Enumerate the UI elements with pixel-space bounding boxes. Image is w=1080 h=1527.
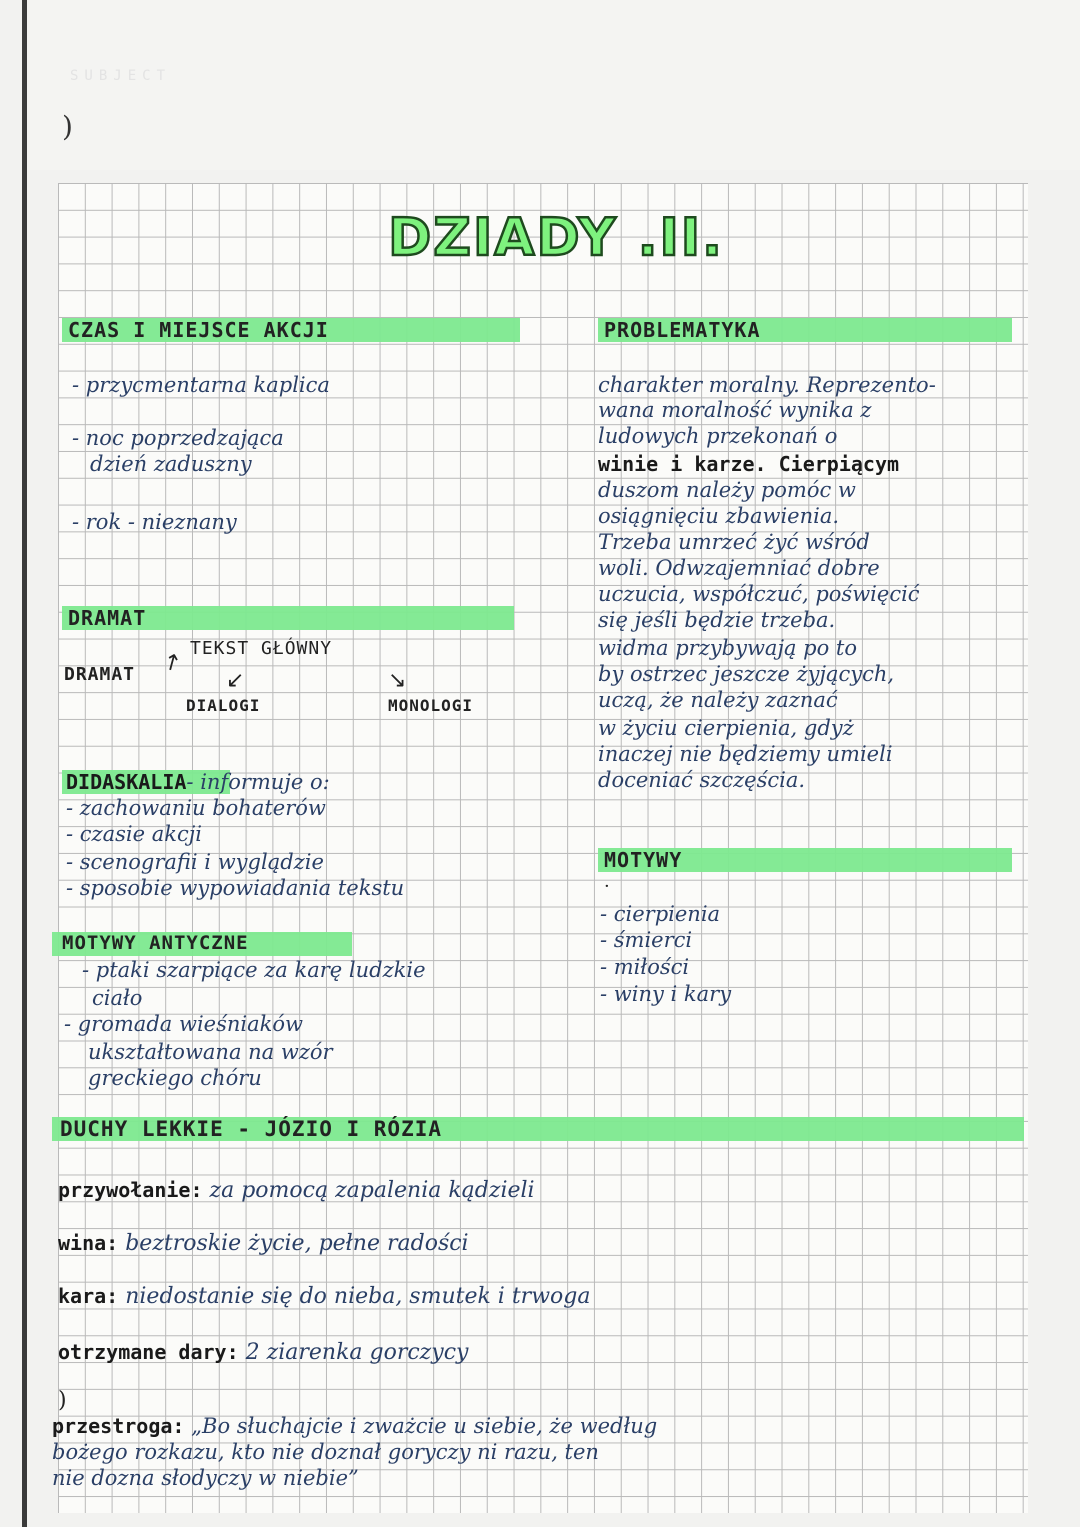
duchy-label-dary: otrzymane dary:	[58, 1340, 239, 1364]
problematyka-line-11: widma przybywają po to	[598, 636, 858, 660]
motywy-line-4: - winy i kary	[600, 982, 732, 1006]
warning-line-2: bożego rozkazu, kto nie doznał goryczy ni razu, ten	[52, 1440, 599, 1464]
didaskalia-intro: - informuje o:	[186, 770, 330, 794]
heading-duchy: DUCHY LEKKIE - JÓZIO I RÓZIA	[60, 1117, 443, 1141]
antyczne-line-3: - gromada wieśniaków	[64, 1012, 303, 1036]
didaskalia-line-3: - scenografii i wyglądzie	[66, 850, 324, 874]
antyczne-line-4: ukształtowana na wzór	[88, 1040, 333, 1064]
warning-label: przestroga:	[52, 1414, 185, 1438]
warning-line-3: nie dozna słodyczy w niebie”	[52, 1466, 359, 1490]
punch-hole-mark: )	[62, 110, 73, 143]
duchy-label-kara: kara:	[58, 1284, 119, 1308]
duchy-row-3	[58, 1284, 590, 1309]
problematyka-line-13: uczą, że należy zaznać	[598, 688, 838, 712]
didaskalia-row	[66, 770, 330, 795]
duchy-text-przywolanie: za pomocą zapalenia kądzieli	[209, 1178, 535, 1203]
motywy-line-3: - miłości	[600, 955, 690, 979]
czas-line-1: - przycmentarna kaplica	[72, 373, 330, 397]
page-header-strip	[30, 0, 1080, 170]
dramat-dialogi-label: DIALOGI	[186, 696, 261, 715]
warning-line-1: „Bo słuchajcie i zważcie u siebie, że według	[191, 1414, 658, 1438]
duchy-label-przywolanie: przywołanie:	[58, 1178, 203, 1202]
duchy-text-kara: niedostanie się do nieba, smutek i trwoga	[125, 1284, 591, 1309]
problematyka-line-3: ludowych przekonań o	[598, 424, 838, 448]
arrow-down-left-icon: ↙	[226, 668, 245, 693]
heading-dramat: DRAMAT	[68, 606, 147, 630]
problematyka-line-9: uczucia, współczuć, poświęcić	[598, 582, 920, 606]
arrow-down-right-icon: ↘	[388, 668, 407, 693]
problematyka-line-14: w życiu cierpienia, gdyż	[598, 716, 854, 740]
czas-line-3: dzień zaduszny	[90, 452, 252, 476]
problematyka-line-5: duszom należy pomóc w	[598, 478, 856, 502]
duchy-row-1	[58, 1178, 535, 1203]
warning-row-1	[52, 1414, 657, 1439]
antyczne-line-5: greckiego chóru	[88, 1066, 262, 1090]
problematyka-line-10: się jeśli będzie trzeba.	[598, 608, 836, 632]
duchy-row-4	[58, 1340, 468, 1365]
bullet-dot-icon: ·	[604, 876, 610, 897]
heading-problematyka: PROBLEMATYKA	[604, 318, 761, 342]
margin-bracket-mark: )	[58, 1388, 67, 1413]
dramat-main-text-label: TEKST GŁÓWNY	[190, 638, 333, 659]
problematyka-line-4: winie i karze. Cierpiącym	[598, 452, 900, 476]
problematyka-line-12: by ostrzec jeszcze żyjących,	[598, 662, 895, 686]
duchy-text-wina: beztroskie życie, pełne radości	[125, 1231, 469, 1256]
duchy-label-wina: wina:	[58, 1231, 119, 1255]
subject-label: SUBJECT	[70, 68, 172, 84]
antyczne-line-2: ciało	[92, 986, 143, 1010]
notebook-binding-edge	[22, 0, 27, 1527]
czas-line-4: - rok - nieznany	[72, 510, 237, 534]
didaskalia-line-1: - zachowaniu bohaterów	[66, 796, 326, 820]
heading-didaskalia: DIDASKALIA	[66, 770, 187, 794]
motywy-line-2: - śmierci	[600, 928, 693, 952]
duchy-text-dary: 2 ziarenka gorczycy	[245, 1340, 469, 1365]
didaskalia-line-4: - sposobie wypowiadania tekstu	[66, 876, 405, 900]
dramat-monologi-label: MONOLOGI	[388, 696, 474, 715]
page-title: DZIADY .II.	[388, 208, 724, 268]
motywy-line-1: - cierpienia	[600, 902, 721, 926]
dramat-root-label: DRAMAT	[64, 664, 136, 685]
problematyka-line-15: inaczej nie będziemy umieli	[598, 742, 893, 766]
arrow-up-right-icon: ↗	[157, 647, 187, 678]
problematyka-line-1: charakter moralny. Reprezento-	[598, 373, 936, 397]
problematyka-line-6: osiągnięciu zbawienia.	[598, 504, 840, 528]
problematyka-line-16: doceniać szczęścia.	[598, 768, 806, 792]
antyczne-line-1: - ptaki szarpiące za karę ludzkie	[82, 958, 426, 982]
heading-motywy-antyczne: MOTYWY ANTYCZNE	[62, 932, 249, 954]
problematyka-line-7: Trzeba umrzeć żyć wśród	[598, 530, 870, 554]
duchy-row-2	[58, 1231, 469, 1256]
didaskalia-line-2: - czasie akcji	[66, 822, 202, 846]
czas-line-2: - noc poprzedzająca	[72, 426, 284, 450]
problematyka-line-8: woli. Odwzajemniać dobre	[598, 556, 880, 580]
problematyka-line-2: wana moralność wynika z	[598, 398, 872, 422]
heading-motywy: MOTYWY	[604, 848, 683, 872]
heading-czas: CZAS I MIEJSCE AKCJI	[68, 318, 329, 342]
